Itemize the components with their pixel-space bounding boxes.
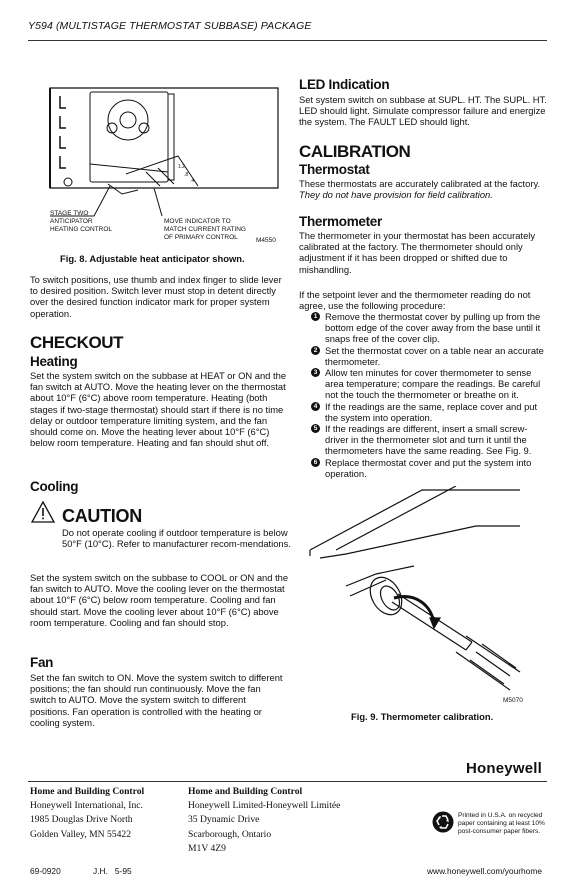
footer-address-line: Honeywell Limited-Honeywell Limitée	[188, 800, 341, 812]
step-number: 3	[311, 368, 320, 377]
step-text: Set the thermostat cover on a table near an accurate thermometer.	[325, 344, 544, 367]
footer-address-line: M1V 4Z9	[188, 842, 226, 854]
step-number: 2	[311, 346, 320, 355]
footer-address-line: 1985 Douglas Drive North	[30, 814, 133, 826]
procedure-step	[311, 345, 547, 367]
procedure-step	[311, 367, 547, 401]
footer-rule	[28, 781, 547, 782]
footer-address-line: Scarborough, Ontario	[188, 828, 272, 840]
cooling-heading: Cooling	[30, 479, 79, 494]
fig8-label-left-line: HEATING CONTROL	[50, 226, 112, 233]
header-rule	[28, 40, 547, 41]
page-header-title: Y594 (MULTISTAGE THERMOSTAT SUBBASE) PACKAGE	[28, 20, 312, 32]
step-text: If the readings are the same, replace cover and put the system into operation.	[325, 400, 538, 423]
svg-text:.8: .8	[184, 172, 189, 178]
thermostat-paragraph	[299, 178, 549, 200]
procedure-step	[311, 401, 547, 423]
caution-heading: CAUTION	[62, 506, 142, 526]
procedure-step	[311, 457, 547, 479]
fig8-caption: Fig. 8. Adjustable heat anticipator shown.	[60, 253, 245, 264]
led-heading: LED Indication	[299, 77, 390, 92]
fig8-code: M4550	[256, 237, 276, 244]
step-text: Remove the thermostat cover by pulling up from the bottom edge of the cover away from the base until it snaps free of the cover clip.	[325, 311, 541, 345]
svg-text:1.2: 1.2	[178, 164, 185, 170]
fig8-label-left	[50, 210, 112, 234]
recycle-notice-line: paper containing at least 10%	[458, 820, 545, 827]
step-number: 4	[311, 402, 320, 411]
procedure-step	[311, 423, 547, 457]
fig8-label-right-line: MOVE INDICATOR TO	[164, 218, 231, 225]
footer-address-us	[30, 785, 144, 842]
heating-paragraph: Set the system switch on the subbase at HEAT or ON and the fan switch at AUTO. Move the heating lever on the thermostat about 10°F (6°C) above room temperature. Heating (both stages if two-stage thermostat) should start if there is no time delay or outdoor temperature limiting system, and the fan should come on. Move the heating lever about 10°F (6°C) below room temperature. Heating and fan should shut off.	[30, 370, 287, 449]
fig8-label-right	[164, 218, 246, 242]
thermostat-paragraph-italic: They do not have provision for field calibration.	[299, 189, 493, 201]
document-revision: J.H. 5-95	[93, 866, 132, 876]
thermostat-heading: Thermostat	[299, 162, 370, 177]
heating-heading: Heating	[30, 354, 78, 369]
fan-paragraph: Set the fan switch to ON. Move the system switch to different positions; the fan should run continuously. Move the fan switch to AUTO. Move the system switch to different positions. Fan operation is controlled with the heating or cooling system.	[30, 672, 283, 728]
fig8-label-right-line: OF PRIMARY CONTROL	[164, 234, 238, 241]
fig9-code: M5070	[503, 697, 523, 704]
fig8-label-right-line: MATCH CURRENT RATING	[164, 226, 246, 233]
step-number: 5	[311, 424, 320, 433]
procedure-step	[311, 311, 547, 345]
recycle-notice-line: post-consumer paper fibers.	[458, 828, 541, 835]
honeywell-logo: Honeywell	[466, 760, 542, 777]
footer-address-line: Honeywell International, Inc.	[30, 800, 143, 812]
calibration-heading: CALIBRATION	[299, 142, 411, 161]
footer-address-line: Home and Building Control	[30, 786, 145, 797]
warning-triangle-icon	[30, 500, 56, 524]
svg-text:.4: .4	[190, 178, 195, 184]
step-text: Allow ten minutes for cover thermometer to sense area temperature; compare the readings. Be careful not the touch the thermometer or breathe on it.	[325, 367, 541, 401]
fan-heading: Fan	[30, 655, 54, 670]
thermostat-paragraph-text: These thermostats are accurately calibrated at the factory.	[299, 178, 541, 189]
recycle-notice-line: Printed in U.S.A. on recycled	[458, 812, 543, 819]
thermometer-heading: Thermometer	[299, 214, 382, 229]
footer-address-canada	[188, 785, 340, 856]
switch-paragraph: To switch positions, use thumb and index finger to slide lever to desired position. Switch lever must stop in detent directly over the desired function indicator mark for proper system operation.	[30, 274, 282, 319]
procedure-intro: If the setpoint lever and the thermometer reading do not agree, use the following procedure:	[299, 289, 531, 312]
step-number: 1	[311, 312, 320, 321]
fig9-caption: Fig. 9. Thermometer calibration.	[351, 711, 494, 722]
step-text: Replace thermostat cover and put the system into operation.	[325, 456, 532, 479]
step-text: If the readings are different, insert a small screw-driver in the thermometer slot and turn it until the thermometers have the same reading. See Fig. 9.	[325, 423, 532, 457]
caution-text: Do not operate cooling if outdoor temperature is below 50°F (10°C). Refer to manufacturer recom-mendations.	[62, 527, 291, 550]
checkout-heading: CHECKOUT	[30, 333, 124, 352]
document-number: 69-0920	[30, 866, 61, 876]
footer-address-line: Home and Building Control	[188, 786, 303, 797]
footer-address-line: 35 Dynamic Drive	[188, 814, 260, 826]
website-url: www.honeywell.com/yourhome	[427, 866, 542, 876]
step-number: 6	[311, 458, 320, 467]
recycle-notice	[458, 812, 545, 836]
led-paragraph: Set system switch on subbase at SUPL. HT. The SUPL. HT. LED should light. Simulate compressor failure and energize the system. The FAULT LED should light.	[299, 94, 547, 128]
figure-9-thermometer-diagram	[306, 486, 528, 706]
fig8-label-left-line: ANTICIPATOR	[50, 218, 93, 225]
recycle-icon	[432, 811, 454, 833]
cooling-paragraph: Set the system switch on the subbase to COOL or ON and the fan switch to AUTO. Move the cooling lever on the thermostat about 10°F (6°C) below room temperature. Cooling and fan should start. Move the cooling lever about 10°F (6°C) above room temperature. Cooling and fan should stop.	[30, 572, 289, 628]
footer-address-line: Golden Valley, MN 55422	[30, 828, 131, 840]
fig8-label-left-line: STAGE TWO	[50, 210, 89, 217]
procedure-steps	[311, 311, 547, 479]
thermometer-paragraph: The thermometer in your thermostat has been accurately calibrated at the factory. The thermometer should only adjustment if it has been dropped or shifted due to mishandling.	[299, 230, 536, 275]
